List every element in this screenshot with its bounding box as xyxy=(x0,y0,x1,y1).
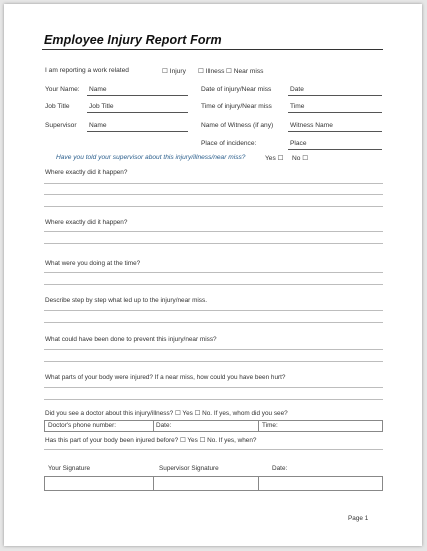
time-field[interactable]: Time xyxy=(290,103,305,110)
supervisor-field[interactable]: Name xyxy=(89,122,107,129)
supervisor-signature-label: Supervisor Signature xyxy=(159,465,219,472)
box-divider xyxy=(258,420,259,432)
answer-line[interactable] xyxy=(44,387,383,388)
signature-date-label: Date: xyxy=(272,465,288,472)
answer-line[interactable] xyxy=(44,284,383,285)
place-field[interactable]: Place xyxy=(290,140,307,147)
signature-date-field[interactable] xyxy=(259,477,382,490)
place-underline xyxy=(288,149,382,150)
no-checkbox[interactable]: No ☐ xyxy=(292,155,309,162)
answer-line[interactable] xyxy=(44,231,383,232)
yes-checkbox[interactable]: Yes ☐ xyxy=(265,155,284,162)
job-title-underline xyxy=(87,112,188,113)
question-6-label: What parts of your body were injured? If a near miss, how could you have been hurt? xyxy=(45,374,286,381)
question-1-label: Where exactly did it happen? xyxy=(45,169,128,176)
answer-line[interactable] xyxy=(44,399,383,400)
injury-checkbox[interactable]: ☐ Injury xyxy=(162,68,186,75)
title-underline xyxy=(42,49,383,50)
supervisor-signature-field[interactable] xyxy=(154,477,257,490)
your-name-field[interactable]: Name xyxy=(89,86,107,93)
answer-line[interactable] xyxy=(44,310,383,311)
date-label: Date of injury/Near miss xyxy=(201,86,272,93)
job-title-field[interactable]: Job Title xyxy=(89,103,114,110)
answer-line[interactable] xyxy=(44,349,383,350)
prior-injury-question: Has this part of your body been injured before? ☐ Yes ☐ No. If yes, when? xyxy=(45,437,257,444)
doctor-question: Did you see a doctor about this injury/illness? ☐ Yes ☐ No. If yes, whom did you see? xyxy=(45,410,288,417)
form-page xyxy=(4,4,422,546)
doctor-date-field[interactable]: Date: xyxy=(156,422,172,429)
date-underline xyxy=(288,95,382,96)
question-5-label: What could have been done to prevent this injury/near miss? xyxy=(45,336,217,343)
answer-line[interactable] xyxy=(44,183,383,184)
answer-line[interactable] xyxy=(44,206,383,207)
answer-line[interactable] xyxy=(44,361,383,362)
your-name-underline xyxy=(87,95,188,96)
time-label: Time of injury/Near miss xyxy=(201,103,272,110)
your-name-label: Your Name: xyxy=(45,86,80,93)
question-4-label: Describe step by step what led up to the injury/near miss. xyxy=(45,297,207,304)
answer-line[interactable] xyxy=(44,194,383,195)
supervisor-question: Have you told your supervisor about this injury/illness/near miss? xyxy=(56,154,246,161)
page-number: Page 1 xyxy=(348,515,369,522)
illness-checkbox[interactable]: ☐ Illness xyxy=(198,68,225,75)
place-label: Place of incidence: xyxy=(201,140,257,147)
answer-line[interactable] xyxy=(44,449,383,450)
witness-underline xyxy=(288,131,382,132)
answer-line[interactable] xyxy=(44,243,383,244)
question-3-label: What were you doing at the time? xyxy=(45,260,141,267)
date-field[interactable]: Date xyxy=(290,86,304,93)
time-underline xyxy=(288,112,382,113)
your-signature-field[interactable] xyxy=(45,477,152,490)
witness-field[interactable]: Witness Name xyxy=(290,122,333,129)
form-title: Employee Injury Report Form xyxy=(44,33,222,47)
answer-line[interactable] xyxy=(44,322,383,323)
answer-line[interactable] xyxy=(44,272,383,273)
reporting-label: I am reporting a work related xyxy=(45,67,129,74)
witness-label: Name of Witness (if any) xyxy=(201,122,274,129)
supervisor-label: Supervisor xyxy=(45,122,77,129)
supervisor-underline xyxy=(87,131,188,132)
box-divider xyxy=(153,420,154,432)
job-title-label: Job Title xyxy=(45,103,70,110)
doctor-phone-field[interactable]: Doctor's phone number: xyxy=(48,422,117,429)
question-2-label: Where exactly did it happen? xyxy=(45,219,128,226)
near-miss-checkbox[interactable]: ☐ Near miss xyxy=(226,68,264,75)
doctor-time-field[interactable]: Time: xyxy=(262,422,278,429)
your-signature-label: Your Signature xyxy=(48,465,91,472)
